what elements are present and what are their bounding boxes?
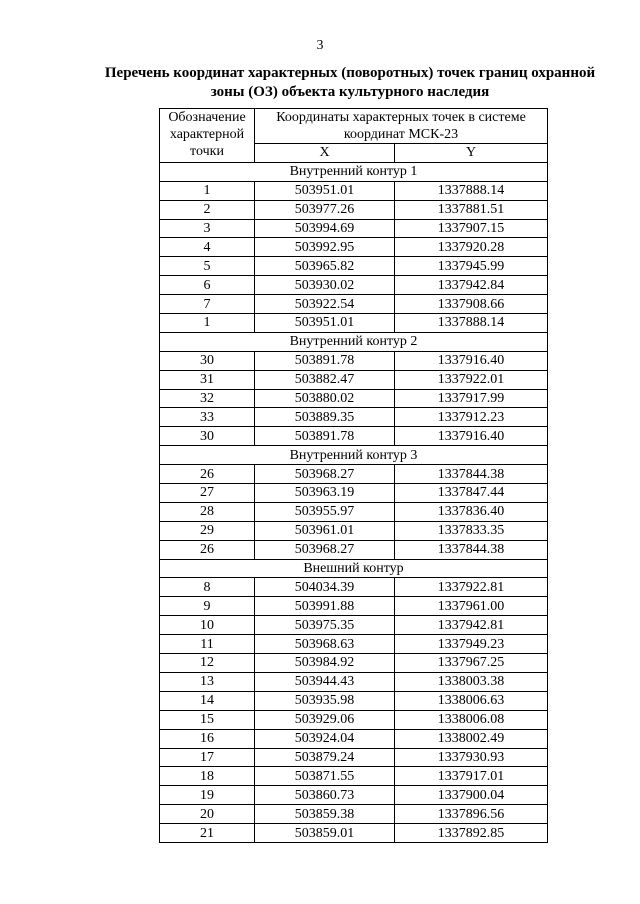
cell-point: 17 — [160, 748, 255, 767]
table-row — [160, 672, 548, 691]
coordinates-table — [159, 108, 548, 843]
cell-y: 1337920.28 — [395, 238, 548, 257]
cell-point: 26 — [160, 465, 255, 484]
table-row — [160, 257, 548, 276]
cell-x: 503882.47 — [255, 370, 395, 389]
page-number: 3 — [316, 38, 324, 53]
cell-y: 1337961.00 — [395, 597, 548, 616]
table-row — [160, 710, 548, 729]
section-row — [160, 559, 548, 578]
cell-x: 503961.01 — [255, 521, 395, 540]
cell-y: 1337930.93 — [395, 748, 548, 767]
cell-point: 9 — [160, 597, 255, 616]
cell-y: 1337942.84 — [395, 276, 548, 295]
cell-x: 503879.24 — [255, 748, 395, 767]
cell-point: 20 — [160, 805, 255, 824]
cell-x: 503924.04 — [255, 729, 395, 748]
header-system-line-2: координат МСК-23 — [343, 127, 459, 142]
cell-x: 503889.35 — [255, 408, 395, 427]
cell-x: 503968.63 — [255, 635, 395, 654]
cell-x: 503922.54 — [255, 295, 395, 314]
cell-point: 31 — [160, 370, 255, 389]
table-row — [160, 314, 548, 333]
cell-point: 30 — [160, 427, 255, 446]
cell-y: 1338003.38 — [395, 672, 548, 691]
table-row — [160, 786, 548, 805]
cell-x: 504034.39 — [255, 578, 395, 597]
table-row — [160, 427, 548, 446]
cell-point: 14 — [160, 691, 255, 710]
cell-point: 2 — [160, 200, 255, 219]
cell-y: 1337892.85 — [395, 824, 548, 843]
section-row — [160, 446, 548, 465]
cell-point: 1 — [160, 181, 255, 200]
header-point-line-1: Обозначение — [168, 110, 246, 125]
table-row — [160, 484, 548, 503]
cell-x: 503963.19 — [255, 484, 395, 503]
cell-x: 503951.01 — [255, 314, 395, 333]
cell-point: 13 — [160, 672, 255, 691]
cell-x: 503859.01 — [255, 824, 395, 843]
cell-point: 4 — [160, 238, 255, 257]
cell-y: 1337945.99 — [395, 257, 548, 276]
cell-point: 5 — [160, 257, 255, 276]
table-row — [160, 465, 548, 484]
cell-point: 28 — [160, 502, 255, 521]
cell-y: 1337967.25 — [395, 654, 548, 673]
cell-point: 32 — [160, 389, 255, 408]
table-row — [160, 767, 548, 786]
table-row — [160, 654, 548, 673]
table-row — [160, 389, 548, 408]
cell-y: 1337881.51 — [395, 200, 548, 219]
table-row — [160, 729, 548, 748]
cell-x: 503880.02 — [255, 389, 395, 408]
cell-point: 29 — [160, 521, 255, 540]
cell-point: 11 — [160, 635, 255, 654]
document-title — [100, 64, 600, 102]
cell-x: 503871.55 — [255, 767, 395, 786]
cell-y: 1337916.40 — [395, 427, 548, 446]
cell-x: 503930.02 — [255, 276, 395, 295]
cell-point: 19 — [160, 786, 255, 805]
cell-y: 1337912.23 — [395, 408, 548, 427]
table-header — [160, 109, 548, 163]
table-row — [160, 200, 548, 219]
cell-x: 503968.27 — [255, 465, 395, 484]
cell-x: 503935.98 — [255, 691, 395, 710]
cell-y: 1337922.81 — [395, 578, 548, 597]
cell-point: 1 — [160, 314, 255, 333]
cell-y: 1337896.56 — [395, 805, 548, 824]
cell-point: 3 — [160, 219, 255, 238]
cell-point: 8 — [160, 578, 255, 597]
cell-y: 1337836.40 — [395, 502, 548, 521]
cell-y: 1337907.15 — [395, 219, 548, 238]
cell-point: 30 — [160, 351, 255, 370]
cell-y: 1337917.99 — [395, 389, 548, 408]
cell-x: 503951.01 — [255, 181, 395, 200]
cell-y: 1337949.23 — [395, 635, 548, 654]
header-x: X — [255, 144, 395, 163]
table-row — [160, 691, 548, 710]
table-row — [160, 635, 548, 654]
section-title: Внутренний контур 1 — [160, 162, 548, 181]
cell-y: 1337917.01 — [395, 767, 548, 786]
document-title-line-2: зоны (ОЗ) объекта культурного наследия — [210, 84, 490, 100]
table-body — [160, 162, 548, 842]
section-row — [160, 332, 548, 351]
header-point-line-3: точки — [190, 144, 224, 159]
table-row — [160, 616, 548, 635]
cell-x: 503859.38 — [255, 805, 395, 824]
cell-y: 1337900.04 — [395, 786, 548, 805]
table-row — [160, 502, 548, 521]
cell-x: 503984.92 — [255, 654, 395, 673]
table-row — [160, 408, 548, 427]
table-row — [160, 748, 548, 767]
cell-point: 27 — [160, 484, 255, 503]
cell-y: 1337908.66 — [395, 295, 548, 314]
cell-y: 1337942.81 — [395, 616, 548, 635]
cell-x: 503975.35 — [255, 616, 395, 635]
cell-point: 6 — [160, 276, 255, 295]
header-point-designation — [160, 109, 255, 163]
header-point-line-2: характерной — [169, 127, 245, 142]
cell-x: 503991.88 — [255, 597, 395, 616]
table-row — [160, 238, 548, 257]
cell-y: 1337833.35 — [395, 521, 548, 540]
section-title: Внутренний контур 3 — [160, 446, 548, 465]
cell-point: 7 — [160, 295, 255, 314]
table-row — [160, 824, 548, 843]
header-coordinate-system — [255, 109, 548, 144]
section-row — [160, 162, 548, 181]
cell-x: 503944.43 — [255, 672, 395, 691]
table-row — [160, 597, 548, 616]
cell-x: 503891.78 — [255, 427, 395, 446]
cell-y: 1338006.63 — [395, 691, 548, 710]
document-title-line-1: Перечень координат характерных (поворотных) точек границ охранной — [104, 65, 596, 81]
cell-point: 33 — [160, 408, 255, 427]
cell-x: 503968.27 — [255, 540, 395, 559]
table-row — [160, 540, 548, 559]
cell-y: 1338006.08 — [395, 710, 548, 729]
cell-point: 18 — [160, 767, 255, 786]
cell-y: 1337888.14 — [395, 314, 548, 333]
table-row — [160, 521, 548, 540]
section-title: Внутренний контур 2 — [160, 332, 548, 351]
cell-y: 1337922.01 — [395, 370, 548, 389]
cell-x: 503965.82 — [255, 257, 395, 276]
cell-y: 1337916.40 — [395, 351, 548, 370]
cell-x: 503992.95 — [255, 238, 395, 257]
cell-x: 503955.97 — [255, 502, 395, 521]
table-row — [160, 351, 548, 370]
table-row — [160, 181, 548, 200]
cell-point: 16 — [160, 729, 255, 748]
cell-point: 15 — [160, 710, 255, 729]
cell-y: 1337888.14 — [395, 181, 548, 200]
cell-y: 1337844.38 — [395, 540, 548, 559]
table-row — [160, 805, 548, 824]
cell-x: 503891.78 — [255, 351, 395, 370]
cell-x: 503994.69 — [255, 219, 395, 238]
cell-y: 1338002.49 — [395, 729, 548, 748]
table-row — [160, 219, 548, 238]
table-row — [160, 276, 548, 295]
table-row — [160, 370, 548, 389]
header-system-line-1: Координаты характерных точек в системе — [276, 110, 526, 125]
cell-x: 503860.73 — [255, 786, 395, 805]
cell-y: 1337844.38 — [395, 465, 548, 484]
cell-point: 21 — [160, 824, 255, 843]
header-y: Y — [395, 144, 548, 163]
table-row — [160, 295, 548, 314]
cell-x: 503977.26 — [255, 200, 395, 219]
cell-point: 10 — [160, 616, 255, 635]
section-title: Внешний контур — [160, 559, 548, 578]
cell-point: 26 — [160, 540, 255, 559]
cell-y: 1337847.44 — [395, 484, 548, 503]
cell-x: 503929.06 — [255, 710, 395, 729]
table-row — [160, 578, 548, 597]
cell-point: 12 — [160, 654, 255, 673]
